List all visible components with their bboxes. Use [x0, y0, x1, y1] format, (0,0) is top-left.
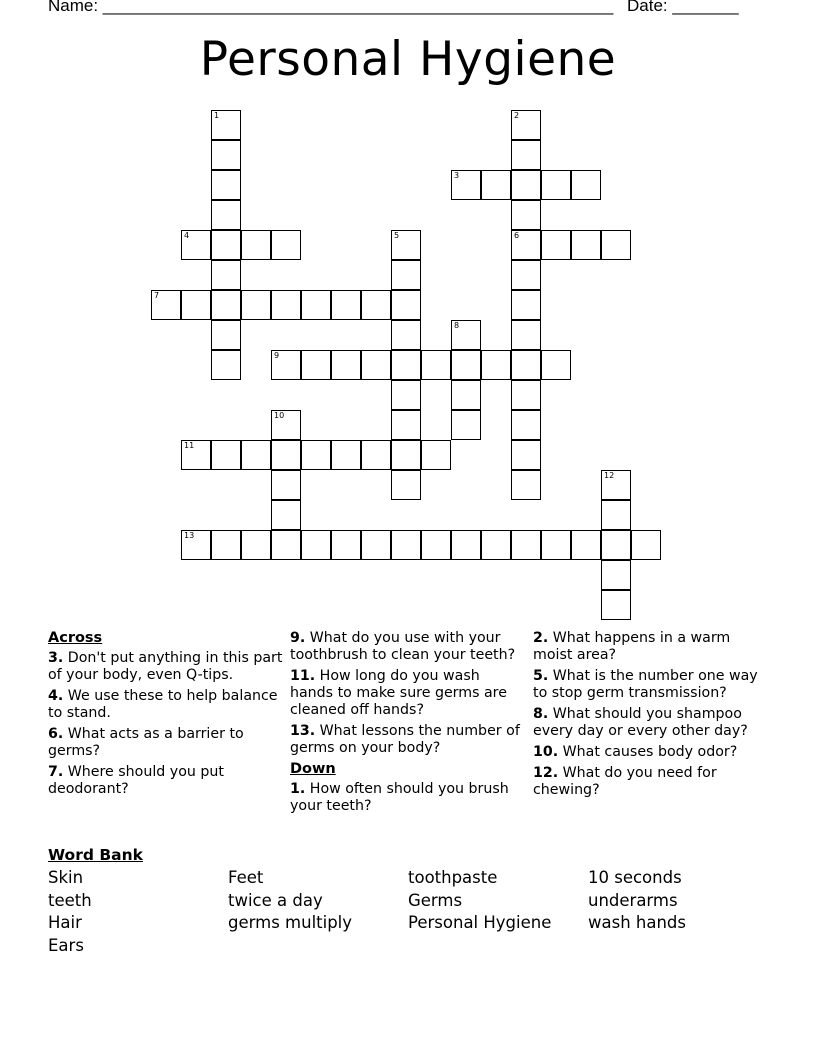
word-bank-item: Skin: [48, 868, 84, 887]
crossword-cell[interactable]: [391, 380, 421, 410]
crossword-cell[interactable]: [301, 440, 331, 470]
crossword-cell[interactable]: [601, 470, 631, 500]
across-clue: 13. What lessons the number of germs on your body?: [290, 723, 520, 756]
down-clue: 8. What should you shampoo every day or every other day?: [533, 706, 748, 739]
crossword-cell[interactable]: [601, 560, 631, 590]
crossword-cell[interactable]: [541, 350, 571, 380]
crossword-cell[interactable]: [211, 260, 241, 290]
crossword-cell[interactable]: [241, 290, 271, 320]
crossword-cell[interactable]: [211, 200, 241, 230]
word-bank-item: teeth: [48, 890, 92, 910]
word-bank-item: toothpaste: [408, 868, 498, 887]
crossword-cell[interactable]: [511, 260, 541, 290]
word-bank-item: 10 seconds: [588, 868, 682, 887]
crossword-cell[interactable]: [331, 440, 361, 470]
crossword-cell[interactable]: [511, 440, 541, 470]
word-bank-item: Germs: [408, 890, 463, 910]
down-heading: Down: [290, 761, 336, 777]
crossword-cell[interactable]: [181, 530, 211, 560]
page-title: Personal Hygiene: [199, 32, 617, 87]
crossword-cell[interactable]: [271, 350, 301, 380]
crossword-cell[interactable]: [211, 170, 241, 200]
crossword-cell[interactable]: [391, 350, 421, 380]
word-bank-item: germs multiply: [228, 913, 353, 932]
crossword-cell[interactable]: [241, 530, 271, 560]
crossword-cell[interactable]: [271, 500, 301, 530]
crossword-cell[interactable]: [211, 350, 241, 380]
crossword-cell[interactable]: [271, 440, 301, 470]
crossword-cell[interactable]: [541, 530, 571, 560]
crossword-cell[interactable]: [211, 320, 241, 350]
crossword-cell[interactable]: [391, 260, 421, 290]
crossword-cell[interactable]: [181, 440, 211, 470]
crossword-cell[interactable]: [181, 290, 211, 320]
crossword-cell[interactable]: [451, 380, 481, 410]
crossword-cell[interactable]: [571, 530, 601, 560]
clue-number: 13: [184, 531, 195, 540]
crossword-cell[interactable]: [241, 440, 271, 470]
crossword-cell[interactable]: [391, 530, 421, 560]
clue-column-2: [290, 630, 526, 819]
crossword-cell[interactable]: [271, 290, 301, 320]
crossword-cell[interactable]: [451, 350, 481, 380]
crossword-cell[interactable]: [271, 410, 301, 440]
word-bank-item: underarms: [588, 890, 678, 910]
crossword-cell[interactable]: [361, 290, 391, 320]
crossword-cell[interactable]: [571, 170, 601, 200]
across-heading: Across: [48, 630, 103, 646]
word-bank-item: wash hands: [588, 913, 687, 932]
clue-number: 12: [604, 471, 615, 480]
crossword-cell[interactable]: [511, 230, 541, 260]
clue-number: 2: [514, 111, 520, 120]
crossword-cell[interactable]: [241, 230, 271, 260]
crossword-cell[interactable]: [271, 230, 301, 260]
clue-column-1: [48, 630, 284, 802]
crossword-cell[interactable]: [211, 530, 241, 560]
crossword-cell[interactable]: [511, 470, 541, 500]
word-bank-item: twice a day: [228, 890, 323, 910]
crossword-cell[interactable]: [301, 530, 331, 560]
crossword-cell[interactable]: [481, 170, 511, 200]
across-clue: 3. Don't put anything in this part of your body, even Q-tips.: [48, 650, 283, 683]
crossword-cell[interactable]: [451, 410, 481, 440]
crossword-cell[interactable]: [421, 350, 451, 380]
crossword-cell[interactable]: [211, 230, 241, 260]
crossword-cell[interactable]: [601, 590, 631, 620]
crossword-cell[interactable]: [631, 530, 661, 560]
word-bank-item: Feet: [228, 868, 264, 887]
crossword-cell[interactable]: [151, 290, 181, 320]
clue-number: 8: [454, 321, 460, 330]
crossword-cell[interactable]: [181, 230, 211, 260]
crossword-cell[interactable]: [601, 530, 631, 560]
clue-number: 3: [454, 171, 460, 180]
crossword-cell[interactable]: [511, 290, 541, 320]
crossword-cell[interactable]: [511, 140, 541, 170]
crossword-cell[interactable]: [511, 200, 541, 230]
crossword-cell[interactable]: [391, 290, 421, 320]
name-field-line: Name: ______________________________________________________: [48, 0, 614, 15]
clue-number: 9: [274, 351, 280, 360]
across-clue: 9. What do you use with your toothbrush to clean your teeth?: [290, 630, 516, 663]
crossword-cell[interactable]: [331, 350, 361, 380]
crossword-cell[interactable]: [421, 440, 451, 470]
word-bank-item: Hair: [48, 913, 82, 932]
crossword-cell[interactable]: [271, 530, 301, 560]
crossword-cell[interactable]: [391, 320, 421, 350]
crossword-cell[interactable]: [301, 290, 331, 320]
across-clue: 6. What acts as a barrier to germs?: [48, 726, 244, 759]
crossword-cell[interactable]: [511, 350, 541, 380]
crossword-cell[interactable]: [451, 320, 481, 350]
crossword-cell[interactable]: [211, 140, 241, 170]
word-bank-title: Word Bank: [48, 846, 143, 864]
crossword-cell[interactable]: [361, 350, 391, 380]
crossword-cell[interactable]: [451, 530, 481, 560]
clue-number: 10: [274, 411, 285, 420]
crossword-cell[interactable]: [511, 170, 541, 200]
clue-number: 5: [394, 231, 400, 240]
crossword-cell[interactable]: [391, 410, 421, 440]
crossword-cell[interactable]: [421, 530, 451, 560]
clue-number: 11: [184, 441, 195, 450]
down-clue: 5. What is the number one way to stop germ transmission?: [533, 668, 758, 701]
crossword-cell[interactable]: [211, 440, 241, 470]
clue-number: 4: [184, 231, 190, 240]
clue-number: 7: [154, 291, 160, 300]
crossword-cell[interactable]: [511, 320, 541, 350]
down-clue: 2. What happens in a warm moist area?: [533, 630, 731, 663]
crossword-cell[interactable]: [331, 290, 361, 320]
crossword-cell[interactable]: [511, 530, 541, 560]
crossword-cell[interactable]: [391, 470, 421, 500]
crossword-cell[interactable]: [271, 470, 301, 500]
crossword-cell[interactable]: [481, 530, 511, 560]
crossword-cell[interactable]: [541, 230, 571, 260]
across-clue: 4. We use these to help balance to stand.: [48, 688, 278, 721]
crossword-cell[interactable]: [211, 290, 241, 320]
across-clue: 7. Where should you put deodorant?: [48, 764, 224, 797]
down-clue: 12. What do you need for chewing?: [533, 765, 717, 798]
date-field-line: Date: _______: [627, 0, 739, 15]
crossword-cell[interactable]: [541, 170, 571, 200]
word-bank-item: Ears: [48, 935, 84, 955]
crossword-cell[interactable]: [511, 110, 541, 140]
clue-number: 1: [214, 111, 220, 120]
crossword-cell[interactable]: [601, 230, 631, 260]
crossword-cell[interactable]: [511, 380, 541, 410]
across-clue: 11. How long do you wash hands to make sure germs are cleaned off hands?: [290, 668, 507, 718]
crossword-cell[interactable]: [301, 350, 331, 380]
clue-column-3: [533, 630, 773, 803]
crossword-cell[interactable]: [481, 350, 511, 380]
crossword-cell[interactable]: [571, 230, 601, 260]
down-clue: 10. What causes body odor?: [533, 744, 738, 760]
crossword-cell[interactable]: [361, 440, 391, 470]
word-bank-item: Personal Hygiene: [408, 913, 552, 932]
crossword-cell[interactable]: [331, 530, 361, 560]
crossword-cell[interactable]: [391, 440, 421, 470]
crossword-cell[interactable]: [391, 230, 421, 260]
crossword-cell[interactable]: [211, 110, 241, 140]
down-clue: 1. How often should you brush your teeth?: [290, 781, 509, 814]
crossword-cell[interactable]: [361, 530, 391, 560]
crossword-cell[interactable]: [601, 500, 631, 530]
crossword-cell[interactable]: [511, 410, 541, 440]
clue-number: 6: [514, 231, 520, 240]
crossword-cell[interactable]: [451, 170, 481, 200]
